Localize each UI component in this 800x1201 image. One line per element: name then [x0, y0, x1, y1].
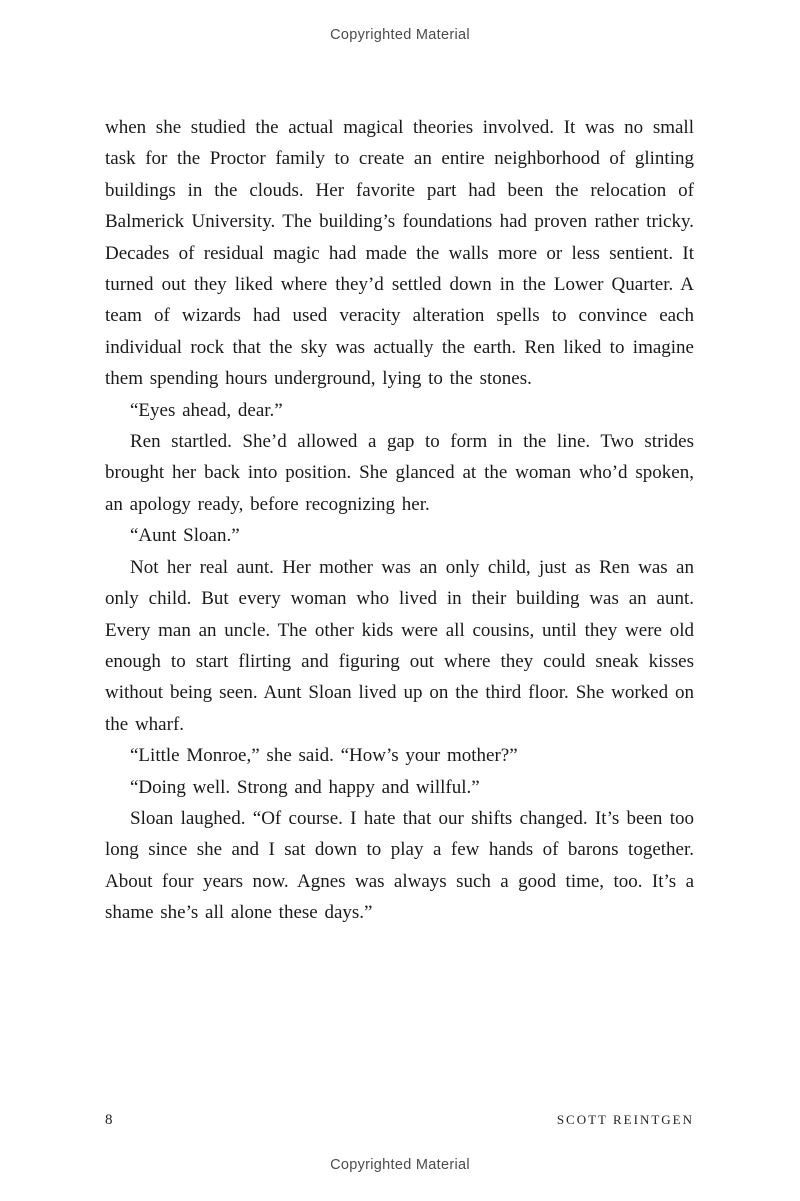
book-paragraph: “Aunt Sloan.”: [130, 525, 240, 547]
book-paragraph: when she studied the actual magical theories involved. It was no small task for the Proctor family to create an entire neighborhood of glinting buildings in the clouds. Her favorite part had been the relocation of Balmerick University. The building’s foundations had proven rather tricky. Decades of residual magic had made the walls more or less sentient. It turned out they liked where they’d settled down in the Lower Quarter. A team of wizards had used veracity alteration spells to convince each individual rock that the sky was actually the earth. Ren liked to imagine them spending hours underground, lying to the stones.: [105, 117, 694, 390]
book-paragraph: “Doing well. Strong and happy and willful.”: [130, 776, 480, 798]
book-paragraph: Sloan laughed. “Of course. I hate that our shifts changed. It’s been too long since she and I sat down to play a few hands of barons together. About four years now. Agnes was always such a good time, too. It’s a shame she’s all alone these days.”: [105, 807, 694, 924]
book-paragraph: “Eyes ahead, dear.”: [130, 399, 283, 421]
copyright-watermark-bottom: Copyrighted Material: [330, 1157, 470, 1173]
author-name: SCOTT REINTGEN: [556, 1112, 694, 1127]
page-number: 8: [105, 1112, 113, 1128]
book-text-block: [105, 112, 694, 929]
book-paragraph: Not her real aunt. Her mother was an only child, just as Ren was an only child. But every woman who lived in their building was an aunt. Every man an uncle. The other kids were all cousins, until they were old enough to start flirting and figuring out where they could sneak kisses without being seen. Aunt Sloan lived up on the third floor. She worked on the wharf.: [105, 556, 694, 735]
book-paragraph: “Little Monroe,” she said. “How’s your mother?”: [130, 745, 518, 767]
page-footer: [105, 1112, 694, 1129]
book-paragraph: Ren startled. She’d allowed a gap to form in the line. Two strides brought her back into position. She glanced at the woman who’d spoken, an apology ready, before recognizing her.: [105, 431, 694, 515]
copyright-watermark-top: Copyrighted Material: [330, 27, 470, 43]
